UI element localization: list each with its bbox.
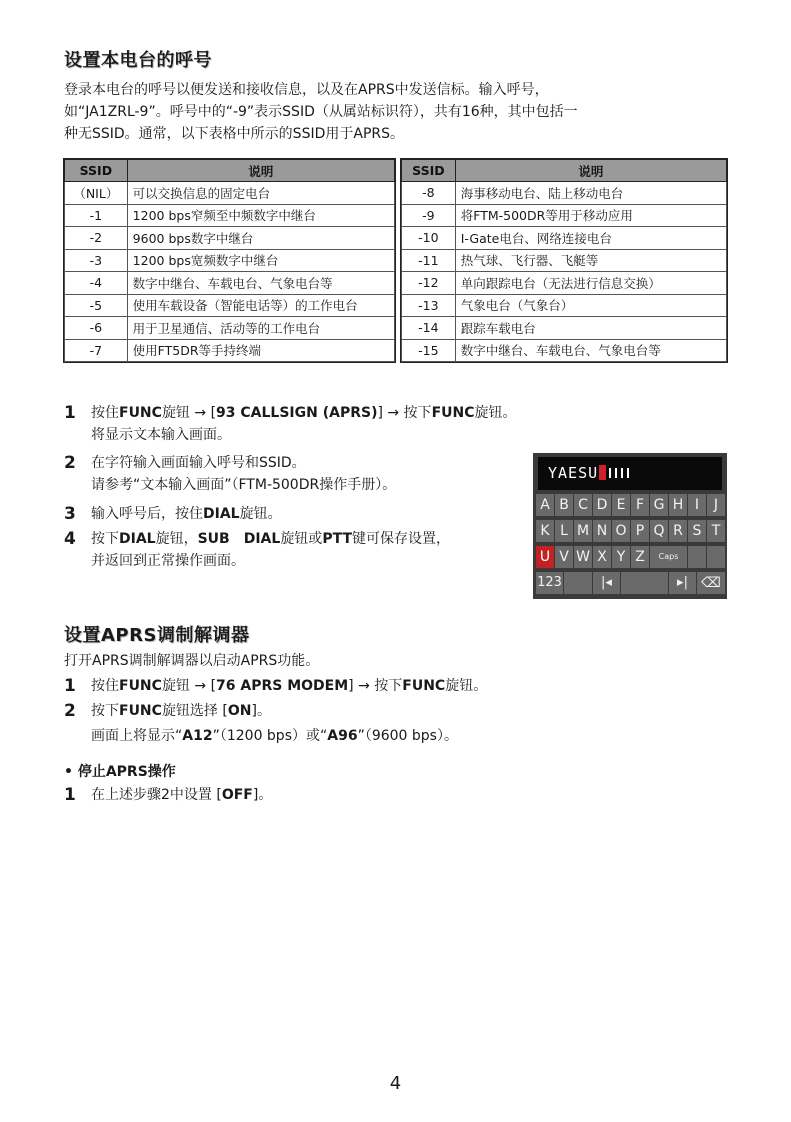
step-text-part: 按住 — [91, 405, 119, 421]
description-cell: 1200 bps宽频数字中继台 — [127, 249, 394, 272]
backspace-icon: ⌫ — [697, 572, 725, 594]
key-q: Q — [650, 520, 668, 542]
step-number: 1 — [64, 403, 76, 423]
description-cell: 使用车载设备（智能电话等）的工作电台 — [127, 294, 394, 317]
key-c: C — [574, 494, 592, 516]
step-number: 2 — [64, 701, 76, 721]
key-o: O — [612, 520, 630, 542]
description-cell: 用于卫星通信、活动等的工作电台 — [127, 317, 394, 340]
key-name: FUNC — [119, 405, 162, 421]
ssid-cell: -12 — [402, 272, 456, 295]
table-row — [402, 339, 727, 362]
table-row — [402, 227, 727, 250]
step-text-part: ] → 按下 — [377, 405, 432, 421]
key-name: PTT — [322, 531, 352, 547]
key-n: N — [593, 520, 611, 542]
ssid-cell: -8 — [402, 182, 456, 205]
page-number: 4 — [389, 1073, 402, 1094]
step-text-part: ”（1200 bps）或“ — [212, 728, 328, 744]
header-ssid: SSID — [65, 160, 128, 182]
key-t: T — [707, 520, 725, 542]
key-y: Y — [612, 546, 630, 568]
ssid-cell: -5 — [65, 294, 128, 317]
description-cell: 气象电台（气象台） — [455, 294, 726, 317]
step-text-part: 画面上将显示“ — [91, 728, 183, 744]
step-text-part: 旋钮。 — [239, 506, 282, 522]
description-cell: 单向跟踪电台（无法进行信息交换） — [455, 272, 726, 295]
table-row — [402, 317, 727, 340]
key-u-selected: U — [536, 546, 554, 568]
description-cell: 数字中继台、车载电台、气象电台等 — [455, 339, 726, 362]
key-x: X — [593, 546, 611, 568]
step-number: 4 — [64, 529, 76, 549]
step-text — [91, 700, 458, 747]
key-name: FUNC — [431, 405, 475, 421]
ssid-cell: -11 — [402, 249, 456, 272]
callsign-display — [538, 457, 722, 490]
ssid-cell: -2 — [65, 227, 128, 250]
setting-value: OFF — [221, 787, 253, 803]
step-text-part: 按下 — [91, 531, 119, 547]
step-text-part: 键可保存设置， — [352, 531, 450, 547]
description-cell: 热气球、飞行器、飞艇等 — [455, 249, 726, 272]
table-row — [65, 227, 395, 250]
table-row — [65, 204, 395, 227]
description-cell: 海事移动电台、陆上移动电台 — [455, 182, 726, 205]
key-f: F — [631, 494, 649, 516]
key-space — [621, 572, 668, 594]
table-row — [402, 182, 727, 205]
step-text-part: ]。 — [252, 787, 273, 803]
section-title-callsign: 设置本电台的呼号 — [64, 50, 212, 71]
display-value: A12 — [182, 728, 213, 744]
header-description: 说明 — [127, 160, 394, 182]
step-text-part: 旋钮。 — [445, 678, 488, 694]
key-l: L — [555, 520, 573, 542]
table-row — [65, 339, 395, 362]
key-name: FUNC — [119, 703, 162, 719]
step-text-part: 在上述步骤2中设置 [ — [91, 787, 222, 803]
key-blank — [564, 572, 592, 594]
ssid-cell: -15 — [402, 339, 456, 362]
cursor-left-icon: |◂ — [593, 572, 620, 594]
key-h: H — [669, 494, 687, 516]
key-name: FUNC — [402, 678, 446, 694]
key-r: R — [669, 520, 687, 542]
step-number: 2 — [64, 453, 76, 473]
table-row — [402, 204, 727, 227]
text-input-screen — [533, 453, 727, 599]
step-text-part: 旋钮， — [155, 531, 198, 547]
section-title-aprs-modem: 设置APRS调制解调器 — [64, 625, 250, 646]
ssid-cell: -13 — [402, 294, 456, 317]
step-number: 1 — [64, 785, 76, 805]
step-text — [91, 528, 450, 572]
table-row — [65, 272, 395, 295]
key-caps: Caps — [650, 546, 687, 568]
description-cell: 数字中继台、车载电台、气象电台等 — [127, 272, 394, 295]
ssid-cell: -7 — [65, 339, 128, 362]
key-k: K — [536, 520, 554, 542]
key-123: 123 — [536, 572, 563, 594]
key-g: G — [650, 494, 668, 516]
key-name: SUB DIAL — [197, 531, 281, 547]
aprs-intro: 打开APRS调制解调器以启动APRS功能。 — [64, 653, 320, 669]
table-row — [65, 317, 395, 340]
key-b: B — [555, 494, 573, 516]
cursor-icon — [599, 465, 606, 480]
step-text-part: 旋钮 → [ — [161, 405, 217, 421]
menu-item-name: 76 APRS MODEM — [216, 678, 349, 694]
step-text-part: 输入呼号后，按住 — [91, 506, 203, 522]
remaining-slots-icon — [609, 468, 633, 478]
table-row — [402, 249, 727, 272]
ssid-cell: -10 — [402, 227, 456, 250]
key-name: DIAL — [203, 506, 240, 522]
description-cell: 使用FT5DR等手持终端 — [127, 339, 394, 362]
table-row — [402, 272, 727, 295]
description-cell: 将FTM-500DR等用于移动应用 — [455, 204, 726, 227]
key-name: FUNC — [119, 678, 162, 694]
setting-value: ON — [227, 703, 252, 719]
description-cell: 跟踪车载电台 — [455, 317, 726, 340]
intro-line: 登录本电台的呼号以便发送和接收信息，以及在APRS中发送信标。输入呼号， — [64, 82, 549, 98]
table-row — [402, 294, 727, 317]
ssid-cell: -9 — [402, 204, 456, 227]
table-header-row — [402, 160, 727, 182]
table-row — [65, 249, 395, 272]
display-value: A96 — [327, 728, 358, 744]
key-blank — [688, 546, 706, 568]
ssid-cell: -14 — [402, 317, 456, 340]
step-text-line: 将显示文本输入画面。 — [91, 427, 231, 443]
table-header-row — [65, 160, 395, 182]
key-v: V — [555, 546, 573, 568]
step-text-line: 并返回到正常操作画面。 — [91, 553, 245, 569]
description-cell: 可以交换信息的固定电台 — [127, 182, 394, 205]
step-text-part: 按下 — [91, 703, 119, 719]
key-w: W — [574, 546, 592, 568]
key-p: P — [631, 520, 649, 542]
step-text-part: 旋钮或 — [280, 531, 323, 547]
step-text-part: 旋钮。 — [474, 405, 517, 421]
step-number: 1 — [64, 676, 76, 696]
key-name: DIAL — [119, 531, 156, 547]
ssid-cell: -3 — [65, 249, 128, 272]
description-cell: I-Gate电台、网络连接电台 — [455, 227, 726, 250]
intro-paragraph — [64, 79, 578, 145]
step-text — [91, 675, 487, 697]
step-text-part: ] → 按下 — [348, 678, 403, 694]
ssid-table-left — [64, 159, 395, 362]
table-row — [65, 294, 395, 317]
ssid-cell: -1 — [65, 204, 128, 227]
step-text-part: 旋钮 → [ — [161, 678, 217, 694]
description-cell: 1200 bps窄频至中频数字中继台 — [127, 204, 394, 227]
step-text-part: 旋钮选择 [ — [161, 703, 228, 719]
stop-aprs-heading: • 停止APRS操作 — [64, 764, 176, 780]
key-d: D — [593, 494, 611, 516]
ssid-table-right — [401, 159, 727, 362]
cursor-right-icon: ▸| — [669, 572, 696, 594]
header-ssid: SSID — [402, 160, 456, 182]
step-text — [91, 784, 272, 806]
step-text-part: ]。 — [251, 703, 271, 719]
ssid-cell: -6 — [65, 317, 128, 340]
intro-line: 如“JA1ZRL-9”。呼号中的“-9”表示SSID（从属站标识符），共有16种，其中包括一 — [64, 104, 578, 120]
ssid-cell: -4 — [65, 272, 128, 295]
step-text — [91, 402, 517, 446]
table-row — [65, 182, 395, 205]
description-cell: 9600 bps数字中继台 — [127, 227, 394, 250]
step-text-line: 请参考“文本输入画面”（FTM-500DR操作手册）。 — [91, 477, 397, 493]
key-m: M — [574, 520, 592, 542]
step-text — [91, 452, 396, 496]
key-j: J — [707, 494, 725, 516]
step-text-line: 在字符输入画面输入呼号和SSID。 — [91, 455, 306, 471]
key-z: Z — [631, 546, 649, 568]
intro-line: 种无SSID。通常，以下表格中所示的SSID用于APRS。 — [64, 126, 404, 142]
menu-item-name: 93 CALLSIGN (APRS) — [216, 405, 378, 421]
step-text — [91, 503, 282, 525]
step-text-part: 按住 — [91, 678, 119, 694]
callsign-text: YAESU — [548, 464, 599, 482]
ssid-cell: （NIL） — [65, 182, 128, 205]
key-i: I — [688, 494, 706, 516]
key-a: A — [536, 494, 554, 516]
header-description: 说明 — [455, 160, 726, 182]
step-text-part: ”（9600 bps）。 — [357, 728, 458, 744]
key-s: S — [688, 520, 706, 542]
key-e: E — [612, 494, 630, 516]
step-number: 3 — [64, 504, 76, 524]
key-blank — [707, 546, 725, 568]
